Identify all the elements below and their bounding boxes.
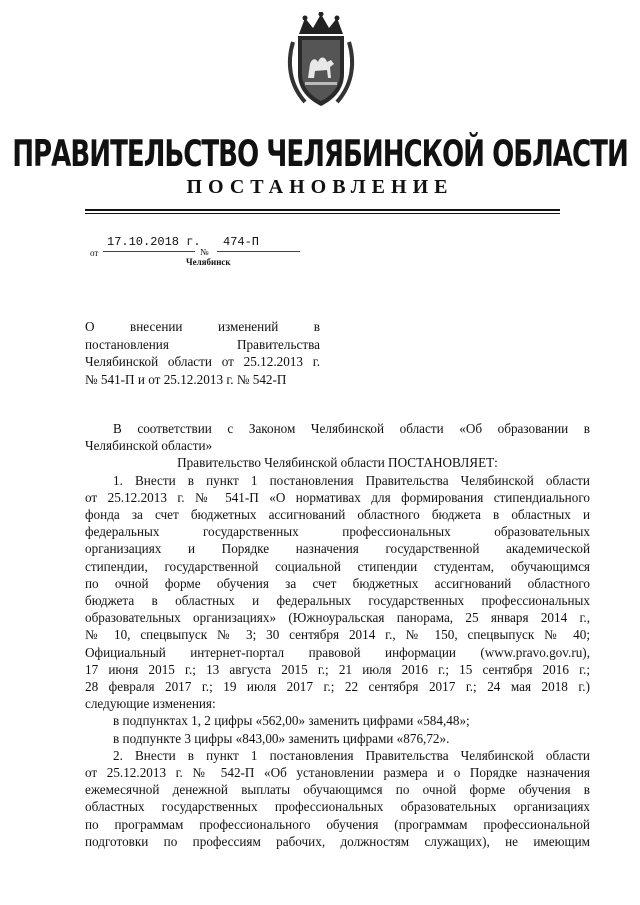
body-line: от 25.12.2013 г. № 542-П «Об установлении размера и о Порядке назначения bbox=[85, 765, 590, 781]
subject-line: Челябинской области от 25.12.2013 г. bbox=[85, 354, 320, 369]
body-line: федеральных государственных профессиональных образовательных bbox=[85, 524, 590, 540]
body-line: в подпунктах 1, 2 цифры «562,00» заменить цифрами «584,48»; bbox=[113, 713, 470, 729]
date-prefix: от bbox=[90, 248, 99, 258]
government-title: ПРАВИТЕЛЬСТВО ЧЕЛЯБИНСКОЙ ОБЛАСТИ bbox=[12, 132, 628, 175]
document-subject bbox=[85, 318, 320, 388]
body-line: следующие изменения: bbox=[85, 696, 216, 712]
city-label: Челябинск bbox=[186, 257, 231, 267]
document-body bbox=[85, 420, 590, 850]
date-underline bbox=[103, 251, 195, 252]
body-line: Челябинской области» bbox=[85, 438, 213, 454]
header-rule-thick bbox=[85, 209, 560, 211]
body-line: 2. Внести в пункт 1 постановления Правительства Челябинской области bbox=[113, 747, 590, 763]
document-type-title: ПОСТАНОВЛЕНИЕ bbox=[186, 176, 454, 198]
subject-line: О внесении изменений в bbox=[85, 319, 320, 334]
body-line: стипендии, государственной социальной стипендии студентам, обучающимся bbox=[85, 558, 590, 574]
body-line: 1. Внести в пункт 1 постановления Правительства Челябинской области bbox=[113, 472, 590, 488]
body-line: образовательных организациях» (Южноуральская панорама, 25 января 2014 г., bbox=[85, 610, 590, 626]
body-line: в подпункте 3 цифры «843,00» заменить цифрами «876,72». bbox=[113, 730, 450, 746]
number-underline bbox=[217, 251, 300, 252]
body-line: по программам профессионального обучения (программам профессиональной bbox=[85, 816, 590, 832]
body-line: подготовки по профессиям рабочих, должностям служащих), не имеющим bbox=[85, 833, 590, 849]
body-line: 17 июня 2015 г.; 13 августа 2015 г.; 21 июля 2016 г.; 15 сентября 2016 г.; bbox=[85, 661, 590, 677]
header-rule-thin bbox=[85, 213, 560, 214]
body-line: В соответствии с Законом Челябинской области «Об образовании в bbox=[113, 421, 590, 436]
subject-line: постановления Правительства bbox=[85, 336, 320, 352]
body-line: бюджета в областных и федеральных государственных профессиональных bbox=[85, 593, 590, 609]
coat-of-arms-emblem bbox=[285, 12, 357, 112]
body-line: организациях и Порядке назначения государственной академической bbox=[85, 541, 590, 557]
body-line: Правительство Челябинской области ПОСТАНОВЛЯЕТ: bbox=[177, 455, 498, 471]
document-number: 474-П bbox=[223, 235, 260, 249]
document-date: 17.10.2018 г. bbox=[107, 235, 201, 249]
number-prefix: № bbox=[200, 247, 209, 257]
body-line: Официальный интернет-портал правовой информации (www.pravo.gov.ru), bbox=[85, 644, 590, 660]
body-line: фонда за счет бюджетных ассигнований областного бюджета в областных и bbox=[85, 507, 590, 523]
body-line: от 25.12.2013 г. № 541-П «О нормативах для формирования стипендиального bbox=[85, 489, 590, 505]
body-line: 28 февраля 2017 г.; 19 июля 2017 г.; 22 сентября 2017 г.; 24 мая 2018 г.) bbox=[85, 679, 590, 695]
body-line: областных государственных профессиональных образовательных организациях bbox=[85, 799, 590, 815]
subject-line: № 541-П и от 25.12.2013 г. № 542-П bbox=[85, 371, 287, 387]
body-line: № 10, спецвыпуск № 3; 30 сентября 2014 г., № 150, спецвыпуск № 40; bbox=[85, 627, 590, 643]
body-line: по очной форме обучения за счет бюджетных ассигнований областного bbox=[85, 575, 590, 591]
body-line: ежемесячной денежной выплаты обучающимся по очной форме обучения в bbox=[85, 782, 590, 798]
